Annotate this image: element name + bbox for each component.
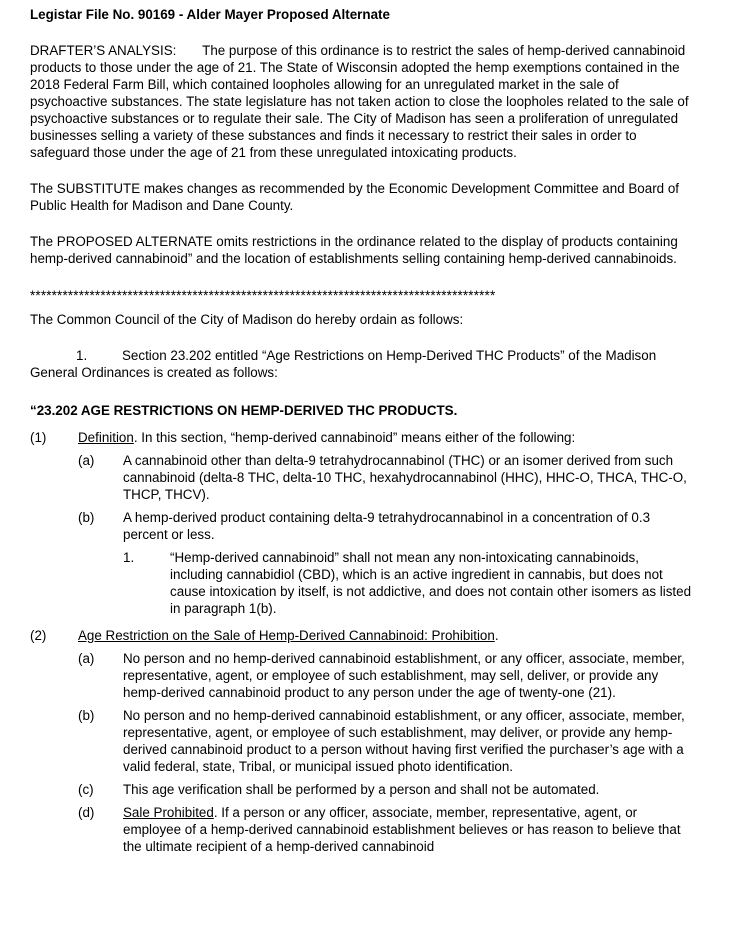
list-text-2d xyxy=(123,804,695,855)
paragraph-substitute: The SUBSTITUTE makes changes as recommended by the Economic Development Committee and Board of Public Health for Madison and Dane County. xyxy=(30,181,683,213)
list-item-2 xyxy=(30,627,695,644)
list-text-2c: This age verification shall be performed by a person and shall not be automated. xyxy=(123,782,600,797)
list-text-1 xyxy=(78,429,695,446)
paragraph-proposed-alternate: The PROPOSED ALTERNATE omits restrictions in the ordinance related to the display of products containing hemp-derived cannabinoid” and the location of establishments selling containing hemp-derived cannabinoids. xyxy=(30,234,682,266)
list-text-2a: No person and no hemp-derived cannabinoid establishment, or any officer, associate, member, representative, agent, or employee of such establishment, may sell, deliver, or provide any hemp-derived cannabinoid product to any person under the age of twenty-one (21). xyxy=(123,651,685,700)
list-label-1a: (a) xyxy=(78,453,95,468)
list-item-2b xyxy=(78,707,695,775)
list-item-2a xyxy=(78,650,695,701)
list-text-1a: A cannabinoid other than delta-9 tetrahydrocannabinol (THC) or an isomer derived from such cannabinoid (delta-8 THC, delta-10 THC, hexahydrocannabinol (HHC), HHC-O, THCA, THC-O, THCP, THCV). xyxy=(123,453,687,502)
list-label-2d: (d) xyxy=(78,805,95,820)
underlined-term-age-restriction: Age Restriction on the Sale of Hemp-Derived Cannabinoid: Prohibition xyxy=(78,628,495,643)
paragraph-section-intro: 1. Section 23.202 entitled “Age Restrictions on Hemp-Derived THC Products” of the Madison General Ordinances is created as follows: xyxy=(30,348,660,380)
list-label-1b: (b) xyxy=(78,510,95,525)
list-text-2 xyxy=(78,627,695,644)
list-label-2c: (c) xyxy=(78,782,94,797)
list-text-1-rest: . In this section, “hemp-derived cannabinoid” means either of the following: xyxy=(133,430,576,445)
list-text-1b1: “Hemp-derived cannabinoid” shall not mean any non-intoxicating cannabinoids, including cannabidiol (CBD), which is an active ingredient in cannabis, but does not cause intoxication by itself, is not addictive, and does not contain other isomers as listed in paragraph 1(b). xyxy=(170,550,692,616)
section-heading: “23.202 AGE RESTRICTIONS ON HEMP-DERIVED THC PRODUCTS. xyxy=(30,403,458,418)
list-label-2b: (b) xyxy=(78,708,95,723)
list-label-2: (2) xyxy=(30,628,47,643)
list-text-2-rest: . xyxy=(494,628,499,643)
list-item-2c xyxy=(78,781,695,798)
asterisk-divider: ************************************************************************************** xyxy=(30,288,496,303)
list-text-1b: A hemp-derived product containing delta-9 tetrahydrocannabinol in a concentration of 0.3 percent or less. xyxy=(123,510,651,542)
list-label-2a: (a) xyxy=(78,651,95,666)
list-label-1: (1) xyxy=(30,430,47,445)
list-item-2d xyxy=(78,804,695,855)
list-item-1b xyxy=(78,509,695,543)
paragraph-drafters-analysis: DRAFTER’S ANALYSIS: The purpose of this ordinance is to restrict the sales of hemp-derived cannabinoid products to those under the age of 21. The State of Wisconsin adopted the hemp exemptions contained in the 2018 Federal Farm Bill, which contained loopholes allowing for an unregulated market in the sale of psychoactive substances. The state legislature has not taken action to close the loopholes related to the sale of psychoactive substances or to regulate their sale. The City of Madison has seen a proliferation of unregulated businesses selling a variety of these substances and finds it necessary to restrict their sales in order to safeguard those under the age of 21 from these unregulated intoxicating products. xyxy=(30,43,693,160)
underlined-term-sale-prohibited: Sale Prohibited xyxy=(123,805,214,820)
list-item-1 xyxy=(30,429,695,446)
list-label-1b1: 1. xyxy=(123,550,135,565)
paragraph-ordain-clause: The Common Council of the City of Madison do hereby ordain as follows: xyxy=(30,312,464,327)
document-title: Legistar File No. 90169 - Alder Mayer Proposed Alternate xyxy=(30,7,390,22)
list-item-1b1 xyxy=(123,549,695,617)
list-text-2d-rest: . If a person or any officer, associate, member, representative, agent, or employee of a hemp-derived cannabinoid establishment believes or has reason to believe that the ultimate recipient of a hemp-derived cannabinoid xyxy=(123,805,681,854)
underlined-term-definition: Definition xyxy=(78,430,134,445)
list-item-1a xyxy=(78,452,695,503)
list-text-2b: No person and no hemp-derived cannabinoid establishment, or any officer, associate, member, representative, agent, or employee of such establishment, may deliver, or provide any hemp-derived cannabinoid product to a person without having first verified the purchaser’s age with a valid federal, state, Tribal, or municipal issued photo identification. xyxy=(123,708,685,774)
